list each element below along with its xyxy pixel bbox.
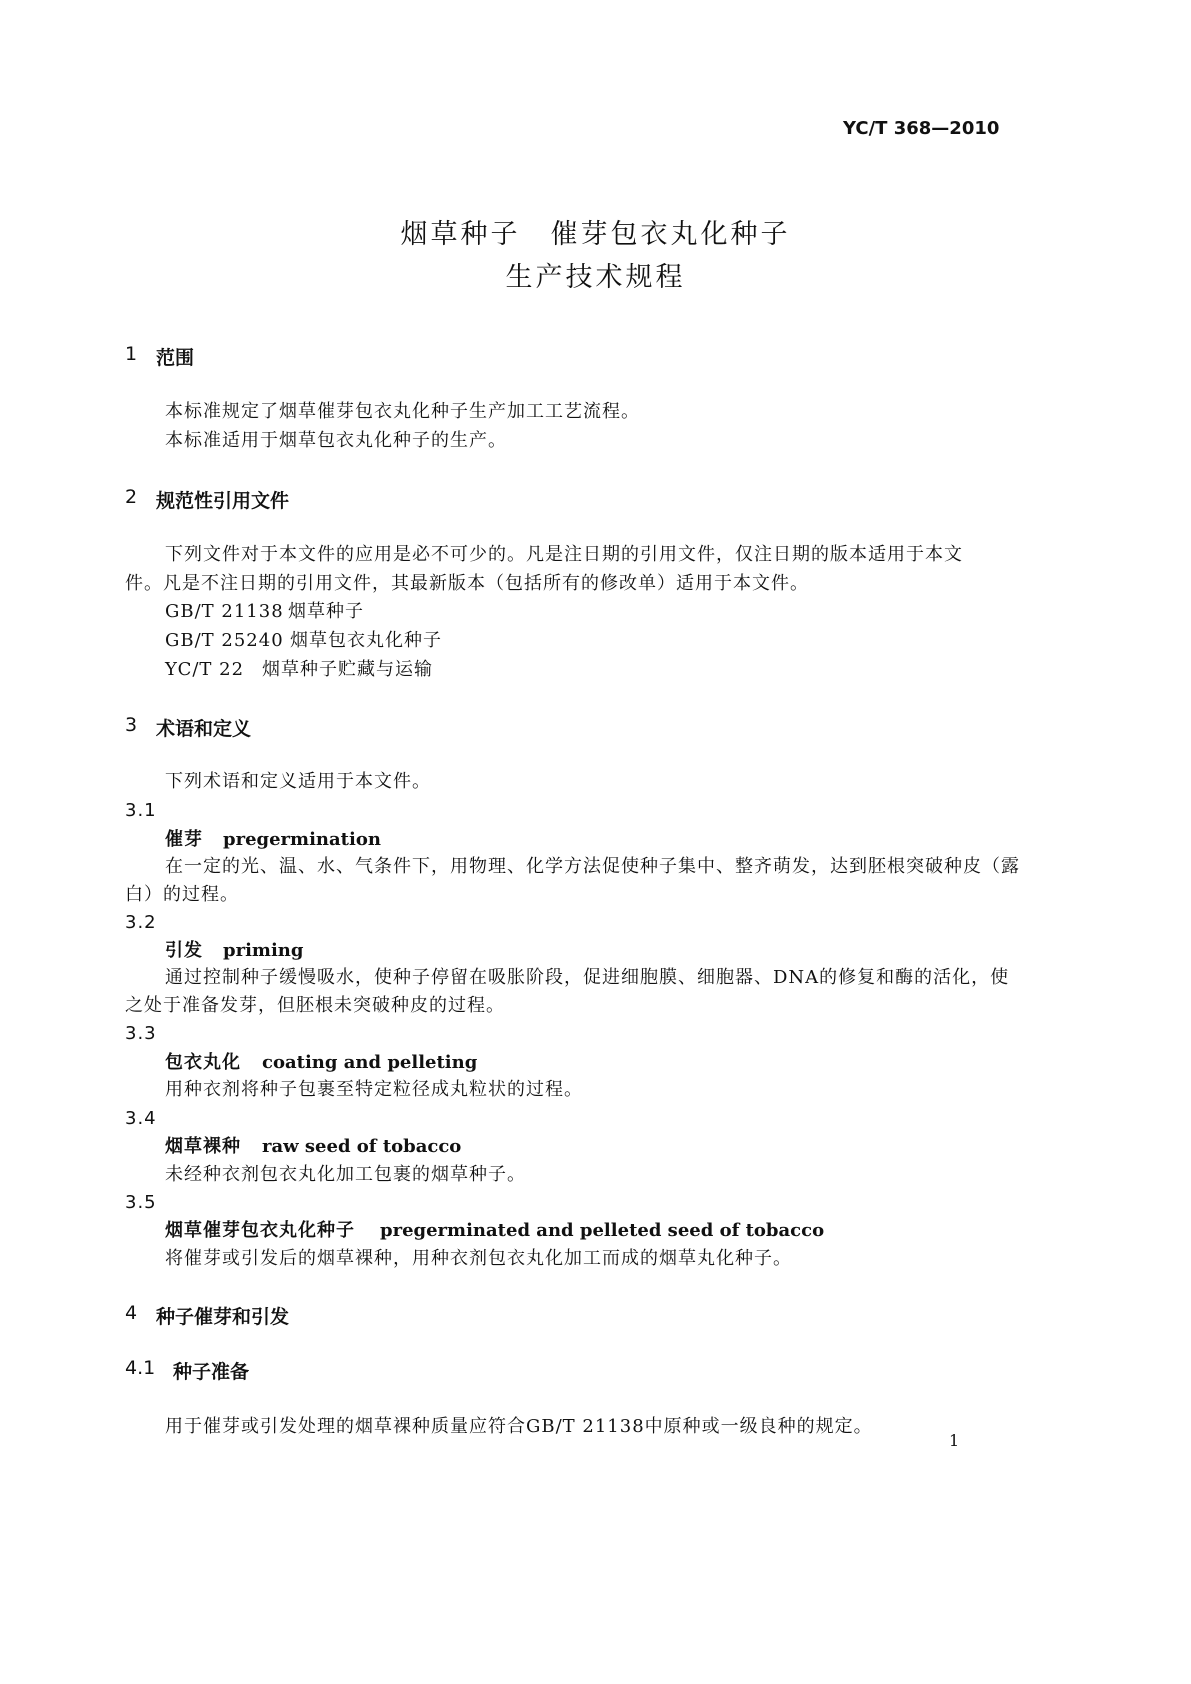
section-3-intro: 下列术语和定义适用于本文件。: [165, 771, 431, 792]
section-1-number: 1: [125, 343, 138, 365]
term-definition: 未经种衣剂包衣丸化加工包裹的烟草种子。: [165, 1164, 526, 1185]
section-1-paragraph-2: 本标准适用于烟草包衣丸化种子的生产。: [165, 430, 507, 451]
section-3-heading: 术语和定义: [156, 718, 252, 740]
section-1-paragraph-1: 本标准规定了烟草催芽包衣丸化种子生产加工工艺流程。: [165, 401, 640, 422]
term-definition: 用种衣剂将种子包裹至特定粒径成丸粒状的过程。: [165, 1079, 583, 1100]
section-2-paragraph-line-2: 件。凡是不注日期的引用文件，其最新版本（包括所有的修改单）适用于本文件。: [125, 573, 809, 594]
reference-title: 烟草种子贮藏与运输: [262, 659, 433, 680]
reference-code: GB/T 25240: [165, 630, 284, 651]
page-number: 1: [949, 1431, 960, 1450]
reference-title: 烟草包衣丸化种子: [290, 630, 442, 651]
term-chinese: 包衣丸化: [165, 1052, 241, 1073]
term-definition-cont: 白）的过程。: [125, 884, 239, 905]
term-chinese: 烟草裸种: [165, 1136, 241, 1157]
term-definition: 将催芽或引发后的烟草裸种，用种衣剂包衣丸化加工而成的烟草丸化种子。: [165, 1248, 792, 1269]
term-definition: 通过控制种子缓慢吸水，使种子停留在吸胀阶段，促进细胞膜、细胞器、DNA的修复和酶的活化，使: [165, 967, 1010, 988]
term-number: 3.3: [125, 1023, 157, 1044]
term-english: raw seed of tobacco: [262, 1136, 462, 1157]
reference-code: YC/T 22: [165, 659, 245, 680]
subsection-4-1-heading: 种子准备: [173, 1361, 250, 1383]
section-4-number: 4: [125, 1302, 138, 1324]
reference-title: 烟草种子: [288, 601, 364, 622]
term-number: 3.1: [125, 800, 157, 821]
term-definition: 在一定的光、温、水、气条件下，用物理、化学方法促使种子集中、整齐萌发，达到胚根突破种皮（露: [165, 856, 1020, 877]
title-line-2: 生产技术规程: [505, 262, 686, 293]
term-english: priming: [223, 940, 304, 961]
subsection-4-1-number: 4.1: [125, 1357, 156, 1379]
section-2-paragraph-line-1: 下列文件对于本文件的应用是必不可少的。凡是注日期的引用文件，仅注日期的版本适用于本文: [165, 544, 963, 565]
section-1-heading: 范围: [156, 347, 195, 369]
term-english: pregerminated and pelleted seed of tobacco: [380, 1220, 825, 1241]
term-english: coating and pelleting: [262, 1052, 478, 1073]
term-number: 3.2: [125, 912, 157, 933]
term-definition-cont: 之处于准备发芽，但胚根未突破种皮的过程。: [125, 995, 505, 1016]
reference-code: GB/T 21138: [165, 601, 284, 622]
term-number: 3.4: [125, 1108, 157, 1129]
term-english: pregermination: [223, 829, 381, 850]
term-number: 3.5: [125, 1192, 157, 1213]
section-2-number: 2: [125, 486, 138, 508]
term-chinese: 烟草催芽包衣丸化种子: [165, 1220, 355, 1241]
title-line-1: 烟草种子 催芽包衣丸化种子: [400, 219, 791, 250]
section-3-number: 3: [125, 714, 138, 736]
standard-code: YC/T 368—2010: [843, 118, 1000, 139]
section-2-heading: 规范性引用文件: [156, 490, 290, 512]
term-chinese: 引发: [165, 940, 203, 961]
section-4-heading: 种子催芽和引发: [156, 1306, 290, 1328]
section-4-1-paragraph: 用于催芽或引发处理的烟草裸种质量应符合GB/T 21138中原种或一级良种的规定。: [165, 1416, 873, 1437]
term-chinese: 催芽: [165, 829, 203, 850]
